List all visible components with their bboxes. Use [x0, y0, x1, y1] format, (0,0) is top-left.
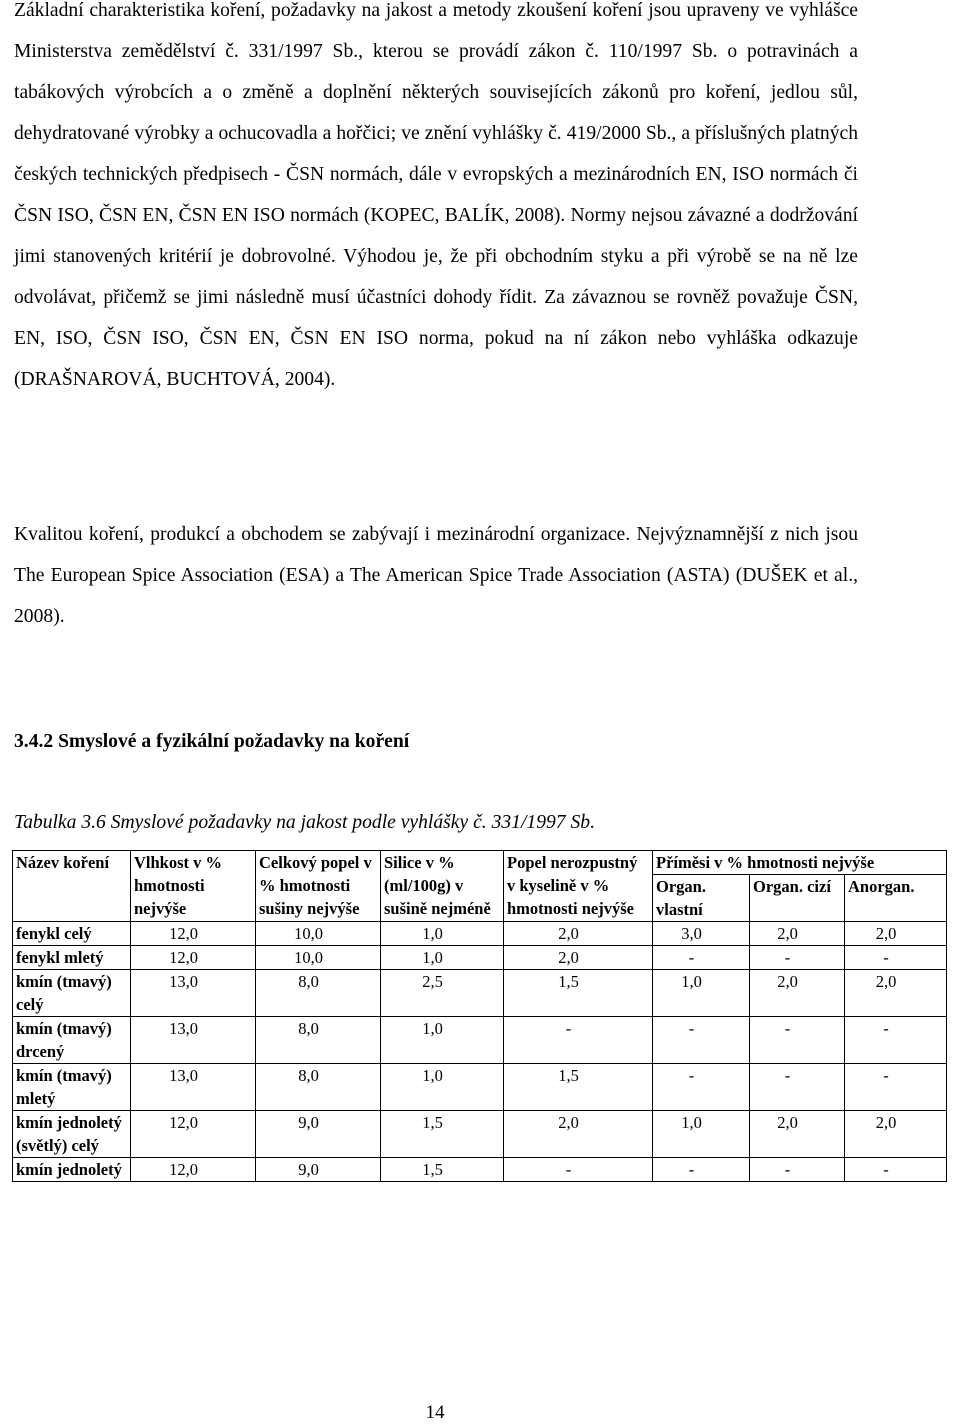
header-essential-oil: Silice v % (ml/100g) v sušině nejméně [381, 851, 504, 922]
intro-paragraph: Základní charakteristika koření, požadavky na jakost a metody zkoušení koření jsou upraveny ve vyhlášce Ministerstva zemědělství č. 331/1997 Sb., kterou se provádí zákon č. 110/1997 Sb. o potravinách a tabákových výrobcích a o změně a doplnění některých souvisejících zákonů pro koření, jedlou sůl, dehydratované výrobky a ochucovadla a hořčici; ve znění vyhlášky č. 419/2000 Sb., a příslušných platných českých technických předpisech - ČSN normách, dále v evropských a mezinárodních EN, ISO normách či ČSN ISO, ČSN EN, ČSN EN ISO normách (KOPEC, BALÍK, 2008). Normy nejsou závazné a dodržování jimi stanovených kritérií je dobrovolné. Výhodou je, že při obchodním styku a při výrobě se na ně lze odvolávat, přičemž se jimi následně musí účastníci dohody řídit. Za závaznou se rovněž považuje ČSN, EN, ISO, ČSN ISO, ČSN EN, ČSN EN ISO norma, pokud na ní zákon nebo vyhláška odkazuje (DRAŠNAROVÁ, BUCHTOVÁ, 2004). [14, 0, 858, 390]
organizations-paragraph: Kvalitou koření, produkcí a obchodem se zabývají i mezinárodní organizace. Nejvýznamnější z nich jsou The European Spice Association (ESA) a The American Spice Trade Association (ASTA) (DUŠEK et al., 2008). [14, 524, 858, 627]
row-value: - [845, 1158, 947, 1182]
header-name: Název koření [13, 851, 131, 922]
header-admixtures: Příměsi v % hmotnosti nejvýše [653, 851, 947, 875]
row-value: - [653, 1064, 750, 1111]
row-value: 2,0 [845, 970, 947, 1017]
row-value: 10,0 [256, 922, 381, 946]
row-value: 12,0 [131, 1158, 256, 1182]
row-value: 2,0 [504, 1111, 653, 1158]
row-value: - [750, 1158, 845, 1182]
row-value: 12,0 [131, 922, 256, 946]
row-value: 8,0 [256, 1017, 381, 1064]
row-value: 2,0 [504, 922, 653, 946]
header-insoluble-ash: Popel nerozpustný v kyselině v % hmotnosti nejvýše [504, 851, 653, 922]
table-row [13, 1111, 947, 1158]
row-value: 13,0 [131, 1064, 256, 1111]
header-moisture: Vlhkost v % hmotnosti nejvýše [131, 851, 256, 922]
row-value: 2,0 [845, 922, 947, 946]
row-value: 2,0 [750, 1111, 845, 1158]
row-value: 1,0 [381, 946, 504, 970]
header-total-ash: Celkový popel v % hmotnosti sušiny nejvýše [256, 851, 381, 922]
row-value: 12,0 [131, 1111, 256, 1158]
row-spice-name: fenykl celý [13, 922, 131, 946]
row-value: 10,0 [256, 946, 381, 970]
row-value: 1,5 [504, 1064, 653, 1111]
row-value: - [653, 1017, 750, 1064]
row-value: - [653, 946, 750, 970]
row-value: - [750, 1017, 845, 1064]
row-value: - [845, 946, 947, 970]
table-row [13, 970, 947, 1017]
row-value: - [653, 1158, 750, 1182]
row-value: - [504, 1158, 653, 1182]
row-value: 9,0 [256, 1158, 381, 1182]
table-row [13, 946, 947, 970]
row-value: - [750, 1064, 845, 1111]
table-row [13, 1064, 947, 1111]
row-value: 2,0 [504, 946, 653, 970]
subheader-inorganic: Anorgan. [845, 875, 947, 922]
row-value: 1,5 [381, 1111, 504, 1158]
row-spice-name: kmín (tmavý) mletý [13, 1064, 131, 1111]
row-value: 2,5 [381, 970, 504, 1017]
row-spice-name: kmín (tmavý) drcený [13, 1017, 131, 1064]
row-value: 1,0 [381, 1017, 504, 1064]
row-value: 2,0 [750, 970, 845, 1017]
row-value: 1,5 [381, 1158, 504, 1182]
table-header-row [13, 851, 947, 875]
row-value: 12,0 [131, 946, 256, 970]
row-spice-name: kmín jednoletý [13, 1158, 131, 1182]
row-spice-name: kmín (tmavý) celý [13, 970, 131, 1017]
table-row [13, 1017, 947, 1064]
requirements-table [12, 850, 947, 1182]
row-value: 8,0 [256, 970, 381, 1017]
row-value: - [504, 1017, 653, 1064]
page-number: 14 [425, 1402, 445, 1423]
row-value: 2,0 [845, 1111, 947, 1158]
table-body [13, 922, 947, 1182]
row-value: - [845, 1064, 947, 1111]
row-value: 1,0 [381, 1064, 504, 1111]
row-spice-name: fenykl mletý [13, 946, 131, 970]
row-value: 3,0 [653, 922, 750, 946]
section-heading: 3.4.2 Smyslové a fyzikální požadavky na koření [14, 731, 410, 752]
subheader-organic-foreign: Organ. cizí [750, 875, 845, 922]
row-value: 1,0 [653, 1111, 750, 1158]
row-value: 8,0 [256, 1064, 381, 1111]
table-row [13, 922, 947, 946]
row-value: 1,0 [381, 922, 504, 946]
subheader-organic-own: Organ. vlastní [653, 875, 750, 922]
row-value: 1,0 [653, 970, 750, 1017]
table-row [13, 1158, 947, 1182]
table-caption: Tabulka 3.6 Smyslové požadavky na jakost podle vyhlášky č. 331/1997 Sb. [14, 812, 595, 833]
row-value: - [845, 1017, 947, 1064]
row-value: 9,0 [256, 1111, 381, 1158]
row-value: 1,5 [504, 970, 653, 1017]
row-value: 13,0 [131, 970, 256, 1017]
row-value: 2,0 [750, 922, 845, 946]
row-value: - [750, 946, 845, 970]
row-spice-name: kmín jednoletý (světlý) celý [13, 1111, 131, 1158]
row-value: 13,0 [131, 1017, 256, 1064]
